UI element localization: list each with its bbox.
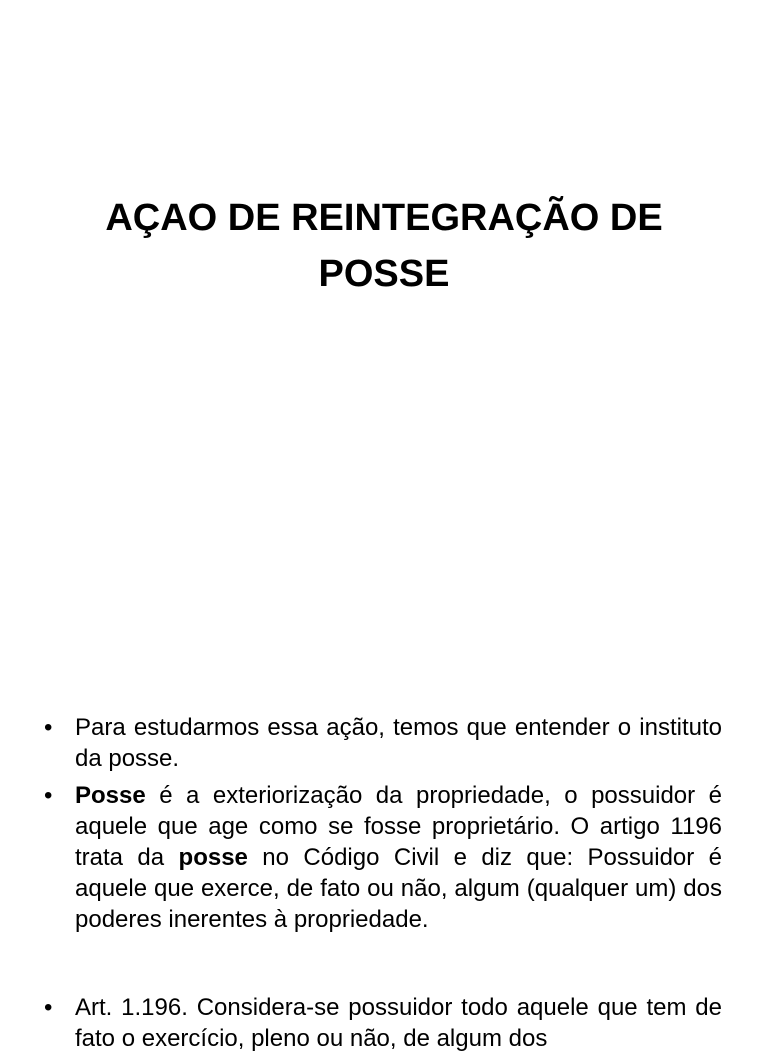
bullet-marker: • bbox=[44, 714, 53, 741]
bullet-text: no Código Civil e diz que: Possuidor é aquele que exerce, de fato ou não, algum (qualquer um) dos poderes inerentes à propriedade. bbox=[75, 844, 722, 933]
slide-title-line-1: AÇAO DE REINTEGRAÇÃO DE bbox=[105, 197, 663, 239]
bullet-item-2 bbox=[44, 780, 722, 935]
bullet-list bbox=[44, 712, 722, 1060]
bold-term: posse bbox=[178, 844, 248, 871]
bullet-item-3 bbox=[44, 992, 722, 1054]
bullet-text: é a exteriorização da propriedade, o possuidor é aquele que age como se fosse proprietário. O artigo 1196 trata da bbox=[75, 782, 722, 871]
bullet-item-1 bbox=[44, 712, 722, 774]
slide-title-line-2: POSSE bbox=[318, 253, 450, 295]
bullet-marker: • bbox=[44, 994, 53, 1021]
bullet-text: Art. 1.196. Considera-se possuidor todo aquele que tem de fato o exercício, pleno ou não, de algum dos bbox=[75, 994, 722, 1052]
bold-term: Posse bbox=[75, 782, 146, 809]
slide-title bbox=[40, 190, 728, 302]
bullet-text: Para estudarmos essa ação, temos que entender o instituto da posse. bbox=[75, 714, 722, 772]
bullet-marker: • bbox=[44, 782, 53, 809]
